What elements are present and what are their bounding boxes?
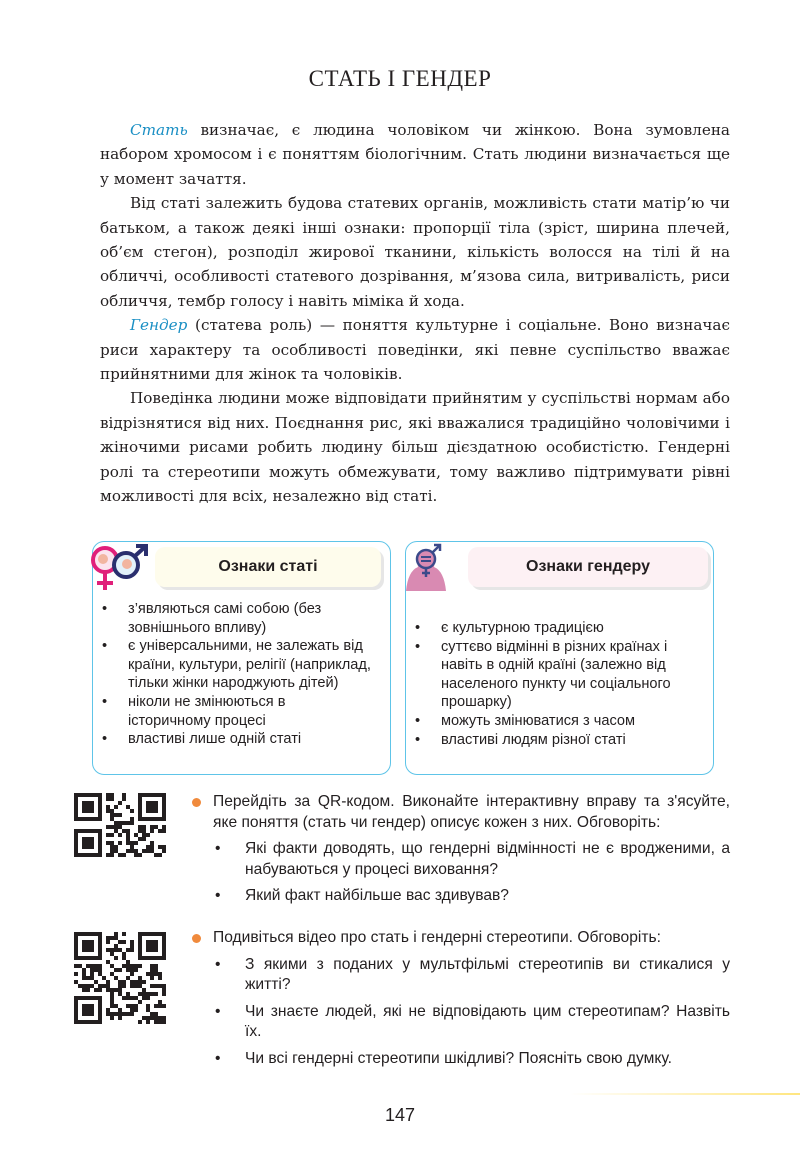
- task-questions: [190, 839, 730, 907]
- sex-traits-header: Ознаки статі: [155, 547, 381, 587]
- page-number: 147: [384, 1105, 416, 1125]
- list-item: • є культурною традицією: [405, 619, 705, 638]
- task-2: [190, 928, 730, 1075]
- list-item: • з’являються самі собою (без зовнішнього впливу): [92, 600, 382, 637]
- list-item: • З якими з поданих у мультфільмі стереотипів ви стикалися у житті?: [190, 955, 730, 996]
- gender-traits-header: Ознаки гендеру: [468, 547, 708, 587]
- qr-code-icon[interactable]: [74, 793, 166, 885]
- list-item: • Чи всі гендерні стереотипи шкідливі? Поясніть свою думку.: [190, 1049, 730, 1070]
- task-text: Перейдіть за QR-кодом. Виконайте інтерактивну вправу та з'ясуйте, яке поняття (стать чи гендер) описує кожен з них. Обговоріть:: [213, 793, 730, 831]
- page-title: СТАТЬ І ГЕНДЕР: [308, 66, 492, 91]
- qr-code-icon[interactable]: [74, 932, 166, 1024]
- term-sex: Стать: [130, 121, 188, 139]
- task-text: Подивіться відео про стать і гендерні стереотипи. Обговоріть:: [213, 929, 661, 946]
- paragraph-gender-definition: [100, 313, 730, 386]
- paragraph-sex-traits: Від статі залежить будова статевих органів, можливість стати матір’ю чи батьком, а також деякі інші ознаки: пропорції тіла (зріст, ширина плечей, об’єм стегон), розподіл жирової тканини, кількість волосся на тілі й на обличчі, особливості статевого дозрівання, м’язова сила, витривалість, риси обличчя, тембр голосу і навіть міміка й хода.: [100, 194, 730, 310]
- task-item: [190, 792, 730, 833]
- bullet-dot-icon: [192, 798, 201, 807]
- task-1: [190, 792, 730, 913]
- paragraph-text: визначає, є людина чоловіком чи жінкою. Вона зумовлена набором хромосом і є поняттям біологічним. Стать людини визначається ще у момент зачаття.: [100, 121, 730, 188]
- list-item: • Чи знаєте людей, які не відповідають цим стереотипам? Назвіть їх.: [190, 1002, 730, 1043]
- paragraph-text: (статева роль) — поняття культурне і соціальне. Воно визначає риси характеру та особливості поведінки, які певне суспільство вважає прийнятними для жінок та чоловіків.: [100, 316, 730, 384]
- paragraph-sex-definition: [100, 118, 730, 191]
- main-text: [100, 118, 730, 509]
- decorative-line: [570, 1093, 800, 1095]
- task-item: [190, 928, 730, 949]
- list-item: • можуть змінюватися з часом: [405, 712, 705, 731]
- person-equality-icon: [400, 541, 456, 597]
- gender-symbols-icon: [86, 543, 152, 595]
- list-item: • Який факт найбільше вас здивував?: [190, 886, 730, 907]
- list-item: • Які факти доводять, що гендерні відмінності не є вродженими, а набуваються у процесі виховання?: [190, 839, 730, 880]
- sex-traits-list: [92, 600, 382, 749]
- list-item: • є універсальними, не залежать від країни, культури, релігії (наприклад, тільки жінки народжують дітей): [92, 637, 382, 693]
- gender-traits-list: [405, 619, 705, 749]
- list-item: • суттєво відмінні в різних країнах і навіть в одній країні (залежно від населеного пункту чи соціального прошарку): [405, 638, 705, 712]
- list-item: • властиві людям різної статі: [405, 731, 705, 750]
- list-item: • властиві лише одній статі: [92, 730, 382, 749]
- term-gender: Гендер: [130, 316, 188, 335]
- list-item: • ніколи не змінюються в історичному процесі: [92, 693, 382, 730]
- bullet-dot-icon: [192, 934, 201, 943]
- paragraph-behavior: Поведінка людини може відповідати прийнятим у суспільстві нормам або відрізнятися від них. Поєднання рис, які вважалися традиційно чоловічими і жіночими рисами робить людину більш дієздатною особистістю. Гендерні ролі та стереотипи можуть обмежувати, тому важливо підтримувати рівні можливості для всіх, незалежно від статі.: [100, 389, 730, 506]
- task-questions: [190, 955, 730, 1070]
